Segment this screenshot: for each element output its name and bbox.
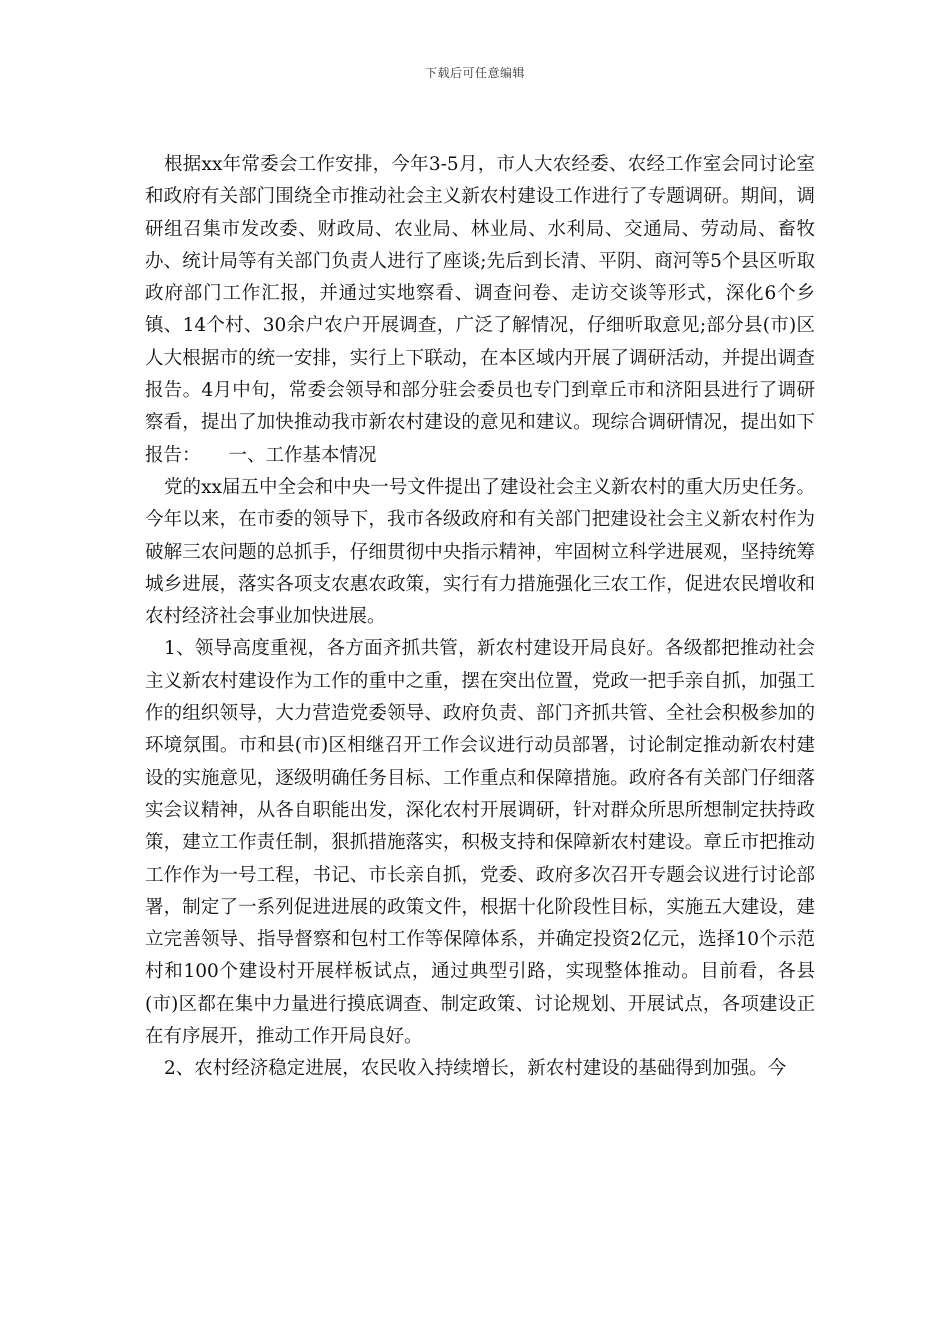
- paragraph-background: 党的xx届五中全会和中央一号文件提出了建设社会主义新农村的重大历史任务。今年以来，在市委的领导下，我市各级政府和有关部门把建设社会主义新农村作为破解三农问题的总抓手，仔细贯彻中央指示精神，牢固树立科学进展观，坚持统筹城乡进展，落实各项支农惠农政策，实行有力措施强化三农工作，促进农民增收和农村经济社会事业加快进展。: [145, 476, 815, 628]
- document-body: [145, 149, 815, 1086]
- paragraph-point-2: 2、农村经济稳定进展，农民收入持续增长，新农村建设的基础得到加强。今: [164, 1058, 787, 1080]
- page-header: 下载后可任意编辑: [424, 66, 525, 80]
- paragraph-intro: [145, 149, 815, 472]
- paragraph-point-1: 1、领导高度重视，各方面齐抓共管，新农村建设开局良好。各级都把推动社会主义新农村建设作为工作的重中之重，摆在突出位置，党政一把手亲自抓，加强工作的组织领导，大力营造党委领导、政府负责、部门齐抓共管、全社会积极参加的环境氛围。市和县(市)区相继召开工作会议进行动员部署，讨论制定推动新农村建设的实施意见，逐级明确任务目标、工作重点和保障措施。政府各有关部门仔细落实会议精神，从各自职能出发，深化农村开展调研，针对群众所思所想制定扶持政策，建立工作责任制，狠抓措施落实，积极支持和保障新农村建设。章丘市把推动工作作为一号工程，书记、市长亲自抓，党委、政府多次召开专题会议进行讨论部署，制定了一系列促进进展的政策文件，根据十化阶段性目标，实施五大建设，建立完善领导、指导督察和包村工作等保障体系，并确定投资2亿元，选择10个示范村和100个建设村开展样板试点，通过典型引路，实现整体推动。目前看，各县(市)区都在集中力量进行摸底调查、制定政策、讨论规划、开展试点，各项建设正在有序展开，推动工作开局良好。: [145, 638, 815, 1048]
- section-heading: 一、工作基本情况: [228, 444, 377, 466]
- paragraph-intro-text: 根据xx年常委会工作安排，今年3-5月，市人大农经委、农经工作室会同讨论室和政府有关部门围绕全市推动社会主义新农村建设工作进行了专题调研。期间，调研组召集市发改委、财政局、农业局、林业局、水利局、交通局、劳动局、畜牧办、统计局等有关部门负责人进行了座谈;先后到长清、平阴、商河等5个县区听取政府部门工作汇报，并通过实地察看、调查问卷、走访交谈等形式，深化6个乡镇、14个村、30余户农户开展调查，广泛了解情况，仔细听取意见;部分县(市)区人大根据市的统一安排，实行上下联动，在本区域内开展了调研活动，并提出调查报告。4月中旬，常委会领导和部分驻会委员也专门到章丘市和济阳县进行了调研察看，提出了加快推动我市新农村建设的意见和建议。现综合调研情况，提出如下报告：: [145, 154, 815, 466]
